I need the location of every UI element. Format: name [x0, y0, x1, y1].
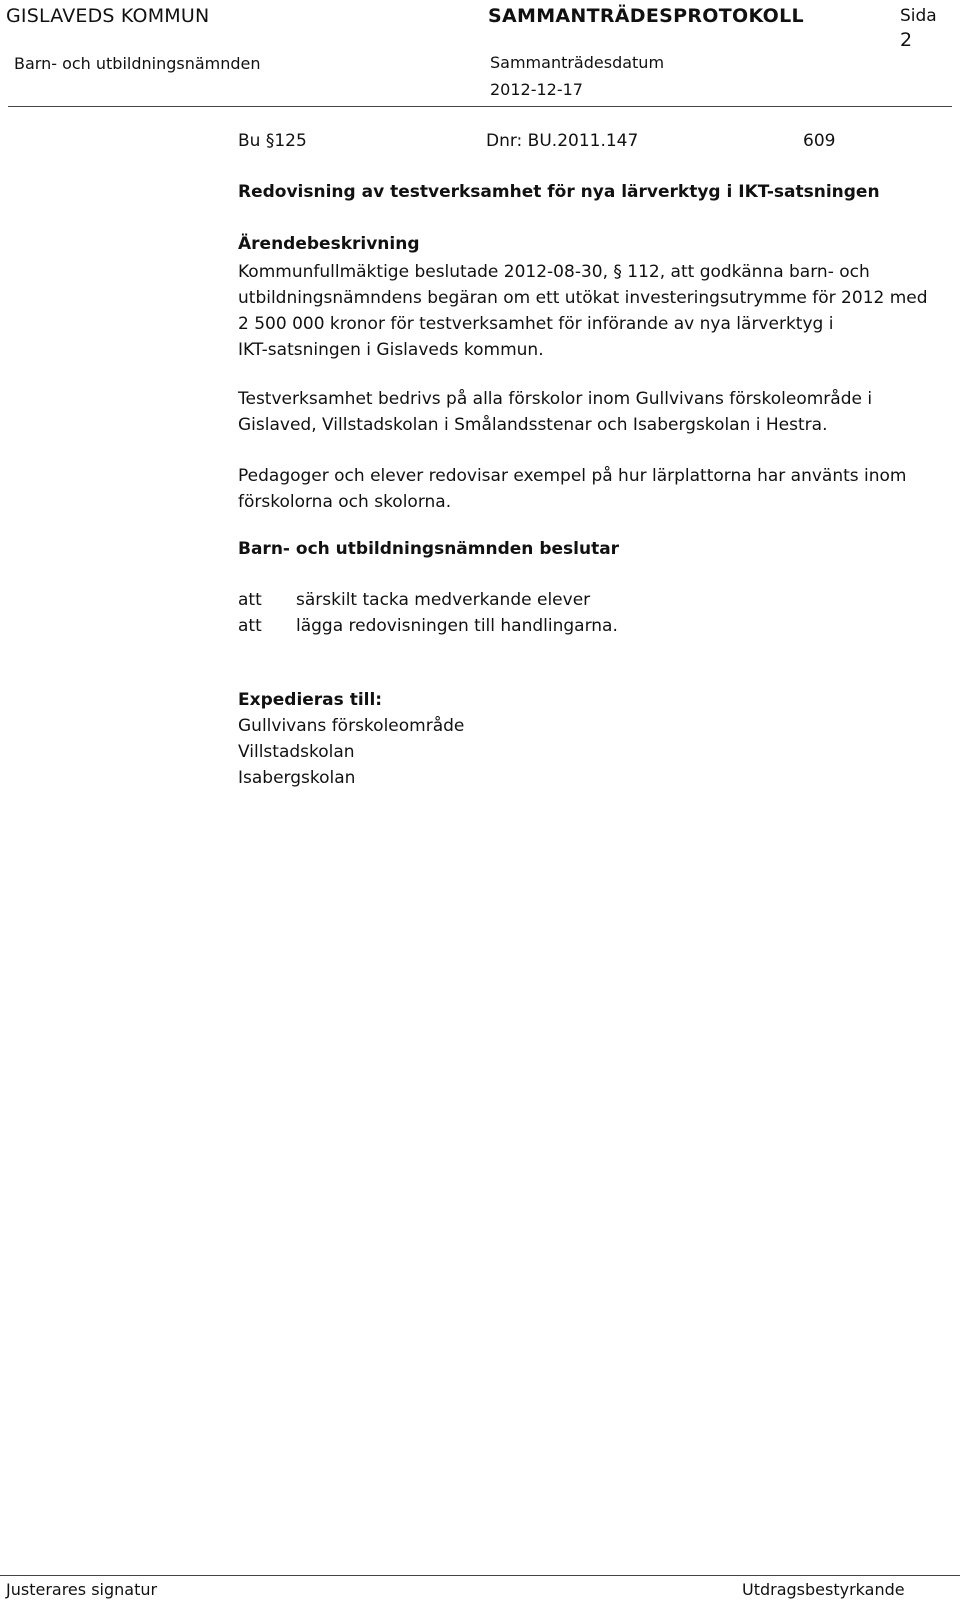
document-title: Redovisning av testverksamhet för nya lärverktyg i IKT-satsningen — [238, 182, 880, 202]
document-type: SAMMANTRÄDESPROTOKOLL — [488, 5, 804, 27]
meeting-date: 2012-12-17 — [490, 80, 583, 99]
decision-item-prefix: att — [238, 616, 262, 636]
text-line: Testverksamhet bedrivs på alla förskolor inom Gullvivans förskoleområde i — [238, 389, 873, 409]
distribution-heading: Expedieras till: — [238, 690, 383, 710]
distribution-recipient: Gullvivans förskoleområde — [238, 716, 465, 736]
text-line: Kommunfullmäktige beslutade 2012-08-30, § 112, att godkänna barn- och — [238, 262, 870, 282]
paragraph-reference: Bu §125 — [238, 131, 307, 151]
case-paragraph-1 — [238, 259, 938, 363]
reference-number: 609 — [803, 131, 836, 151]
text-line: Pedagoger och elever redovisar exempel på hur lärplattorna har använts inom — [238, 466, 907, 486]
page-label: Sida — [900, 6, 937, 26]
header-divider — [8, 106, 952, 107]
case-description-heading: Ärendebeskrivning — [238, 234, 420, 254]
adjuster-signature-label: Justerares signatur — [6, 1580, 158, 1599]
case-paragraph-2 — [238, 386, 938, 438]
committee-name: Barn- och utbildningsnämnden — [14, 54, 261, 73]
text-line: förskolorna och skolorna. — [238, 492, 452, 512]
footer-divider — [0, 1575, 960, 1576]
decision-item-text: särskilt tacka medverkande elever — [296, 590, 591, 610]
diary-number: Dnr: BU.2011.147 — [486, 131, 639, 151]
decision-item-prefix: att — [238, 590, 262, 610]
page-number: 2 — [900, 29, 913, 51]
decision-heading: Barn- och utbildningsnämnden beslutar — [238, 539, 620, 559]
meeting-date-label: Sammanträdesdatum — [490, 53, 665, 72]
decision-item-text: lägga redovisningen till handlingarna. — [296, 616, 618, 636]
text-line: Gislaved, Villstadskolan i Smålandsstenar och Isabergskolan i Hestra. — [238, 415, 828, 435]
case-paragraph-3 — [238, 463, 938, 515]
text-line: 2 500 000 kronor för testverksamhet för införande av nya lärverktyg i — [238, 314, 834, 334]
distribution-recipient: Villstadskolan — [238, 742, 355, 762]
organization-name: GISLAVEDS KOMMUN — [6, 5, 210, 27]
text-line: utbildningsnämndens begäran om ett utökat investeringsutrymme för 2012 med — [238, 288, 928, 308]
extract-certification-label: Utdragsbestyrkande — [742, 1580, 905, 1599]
distribution-recipient: Isabergskolan — [238, 768, 356, 788]
text-line: IKT-satsningen i Gislaveds kommun. — [238, 340, 544, 360]
